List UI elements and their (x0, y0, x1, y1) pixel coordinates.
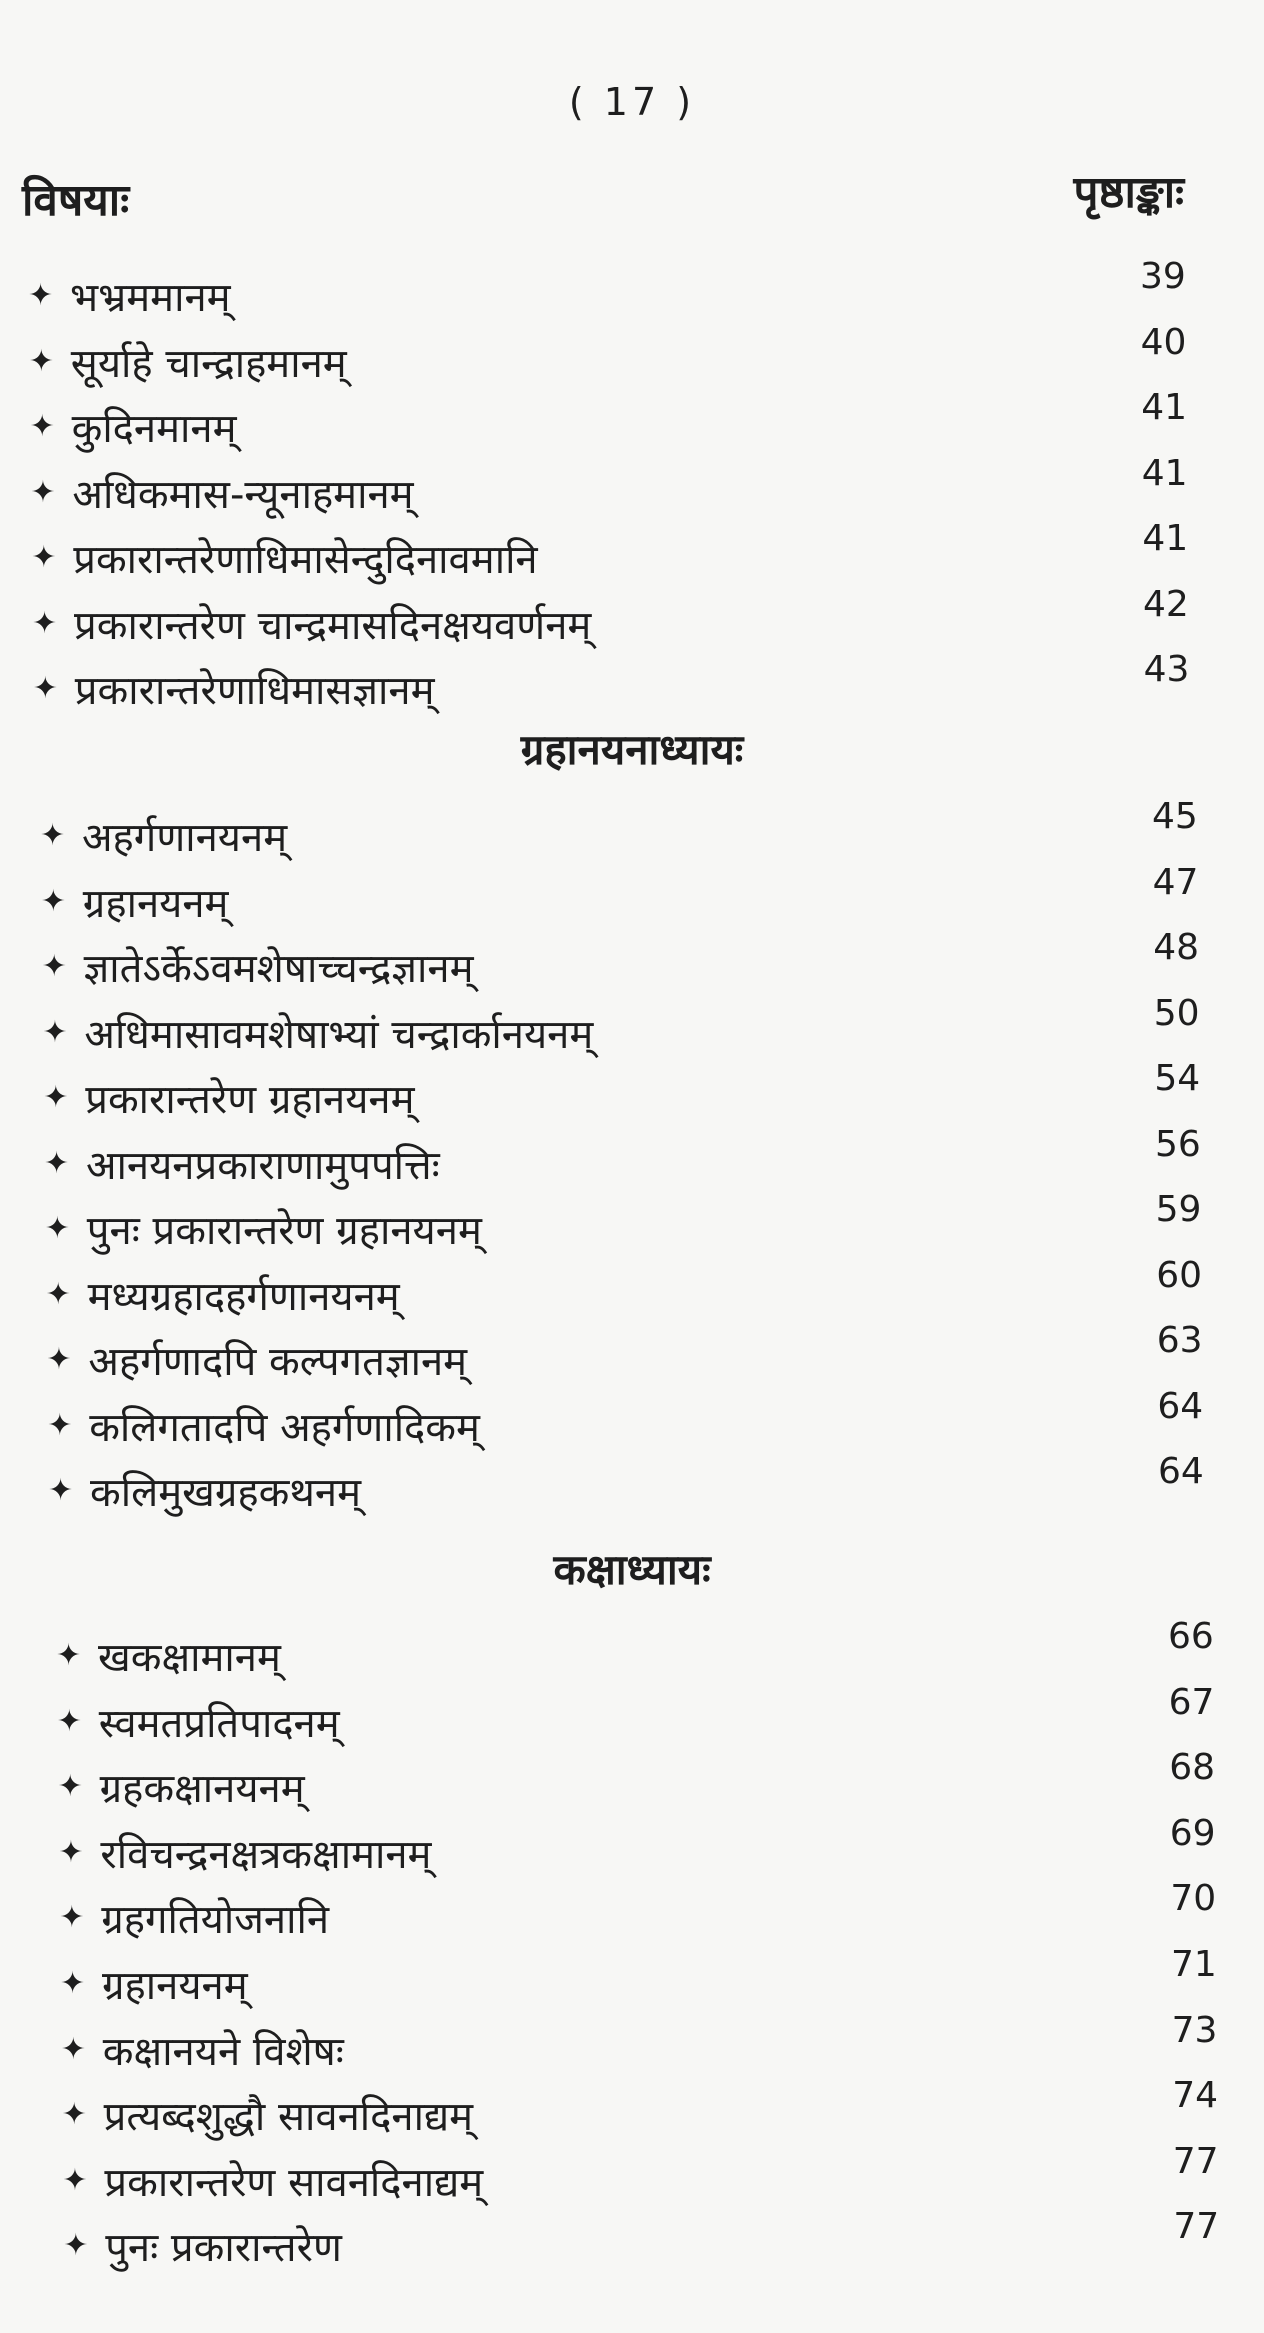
toc-entry (28, 321, 1264, 394)
entry-title: रविचन्द्रनक्षत्रकक्षामानम् (100, 1831, 432, 1878)
toc-entry (45, 1254, 1264, 1327)
toc-entry (32, 583, 1264, 656)
entry-title: प्रकारान्तरेण ग्रहानयनम् (85, 1077, 415, 1123)
toc-entry (32, 649, 1264, 721)
entry-title: मध्यग्रहादहर्गणानयनम् (87, 1273, 400, 1320)
star-bullet-icon: ✦ (59, 1900, 85, 1936)
star-bullet-icon: ✦ (44, 1145, 70, 1181)
entry-title: ग्रहगतियोजनानि (101, 1897, 330, 1944)
entry-title: आनयनप्रकाराणामुपपत्तिः (86, 1142, 440, 1189)
star-bullet-icon: ✦ (61, 2097, 87, 2133)
entry-title: प्रकारान्तरेणाधिमासज्ञानम् (74, 668, 435, 714)
entry-title: अधिमासावमशेषाभ्यां चन्द्रार्कानयनम् (84, 1011, 594, 1058)
section-heading: कक्षाध्यायः (553, 1545, 711, 1594)
star-bullet-icon: ✦ (40, 818, 66, 853)
entry-page-number: 39 (1140, 256, 1186, 297)
entry-page-number: 64 (1157, 1385, 1204, 1427)
toc-entry (44, 1123, 1264, 1196)
toc-entry (56, 1616, 1264, 1688)
star-bullet-icon: ✦ (60, 1966, 86, 2001)
entry-page-number: 66 (1168, 1616, 1214, 1657)
entry-page-number: 43 (1143, 649, 1190, 690)
entry-title: अधिकमास-न्यूनाहमानम् (72, 471, 414, 518)
star-bullet-icon: ✦ (48, 1473, 74, 1508)
star-bullet-icon: ✦ (44, 1211, 70, 1246)
toc-entry (29, 387, 1264, 459)
entry-title: प्रकारान्तरेणाधिमासेन्दुदिनावमानि (73, 537, 538, 583)
page-number: ( 17 ) (568, 80, 696, 124)
entry-page-number: 68 (1169, 1747, 1215, 1789)
toc-entry (60, 1944, 1264, 2016)
toc-entry (63, 2206, 1264, 2278)
entry-page-number: 50 (1153, 992, 1200, 1034)
subject-column-header: विषयाः (22, 175, 130, 226)
entry-title: ग्रहकक्षानयनम् (99, 1766, 305, 1813)
star-bullet-icon: ✦ (30, 474, 56, 510)
star-bullet-icon: ✦ (62, 2162, 88, 2198)
star-bullet-icon: ✦ (32, 605, 58, 641)
entry-page-number: 48 (1153, 927, 1199, 968)
entry-title: अहर्गणानयनम् (82, 815, 288, 861)
toc-entry (47, 1385, 1264, 1458)
toc-entry (62, 2140, 1264, 2213)
star-bullet-icon: ✦ (43, 1080, 69, 1115)
entry-title: खकक्षामानम् (98, 1635, 281, 1681)
toc-entry (31, 518, 1264, 590)
toc-entry (61, 2075, 1264, 2147)
star-bullet-icon: ✦ (58, 1834, 84, 1870)
entry-page-number: 71 (1171, 1944, 1217, 1985)
star-bullet-icon: ✦ (28, 343, 54, 379)
entry-page-number: 42 (1143, 583, 1189, 625)
entry-page-number: 45 (1152, 796, 1198, 837)
entry-title: ज्ञातेऽर्केऽवमशेषाच्चन्द्रज्ञानम् (83, 946, 474, 992)
entry-title: कक्षानयने विशेषः (102, 2028, 344, 2075)
toc-entry (40, 861, 1264, 934)
star-bullet-icon: ✦ (42, 1014, 68, 1050)
entry-title: प्रत्यब्दशुद्धौ सावनदिनाद्यम् (103, 2094, 474, 2141)
star-bullet-icon: ✦ (28, 278, 54, 313)
star-bullet-icon: ✦ (56, 1703, 82, 1739)
entry-page-number: 64 (1158, 1451, 1204, 1492)
entry-title: स्वमतप्रतिपादनम् (98, 1700, 340, 1747)
star-bullet-icon: ✦ (60, 2031, 86, 2067)
toc-entry (41, 927, 1264, 999)
entry-page-number: 74 (1172, 2075, 1218, 2117)
entry-page-number: 41 (1141, 387, 1187, 428)
toc-entry (56, 1681, 1264, 1754)
toc-entry (57, 1747, 1264, 1819)
section-heading: ग्रहानयनाध्यायः (520, 725, 744, 774)
entry-page-number: 41 (1142, 518, 1189, 559)
toc-entry (43, 1058, 1264, 1130)
entry-title: ग्रहानयनम् (102, 1963, 248, 2009)
entry-title: ग्रहानयनम् (82, 880, 229, 927)
entry-page-number: 69 (1169, 1812, 1216, 1854)
star-bullet-icon: ✦ (56, 1638, 82, 1673)
entry-title: कलिमुखग्रहकथनम् (90, 1470, 362, 1516)
entry-page-number: 60 (1156, 1254, 1202, 1296)
entry-page-number: 40 (1140, 321, 1187, 363)
entry-title: पुनः प्रकारान्तरेण (105, 2225, 342, 2272)
star-bullet-icon: ✦ (45, 1276, 71, 1312)
page-column-header: पृष्ठाङ्काः (1073, 167, 1184, 218)
star-bullet-icon: ✦ (46, 1342, 72, 1377)
entry-page-number: 73 (1171, 2009, 1218, 2051)
toc-entry (44, 1189, 1264, 1261)
star-bullet-icon: ✦ (47, 1407, 73, 1443)
toc-entry (58, 1812, 1264, 1885)
entry-title: कुदिनमानम् (71, 406, 237, 452)
star-bullet-icon: ✦ (63, 2228, 89, 2264)
toc-entry (40, 796, 1264, 868)
star-bullet-icon: ✦ (32, 671, 58, 706)
star-bullet-icon: ✦ (31, 540, 57, 575)
entry-page-number: 56 (1155, 1123, 1201, 1165)
toc-entry (60, 2009, 1264, 2082)
entry-page-number: 77 (1172, 2140, 1219, 2182)
entry-page-number: 70 (1170, 1878, 1217, 1920)
toc-entry (59, 1878, 1264, 1950)
entry-title: सूर्याहे चान्द्राहमानम् (70, 340, 347, 387)
toc-entry (48, 1451, 1264, 1523)
entry-title: प्रकारान्तरेण चान्द्रमासदिनक्षयवर्णनम् (74, 602, 592, 649)
star-bullet-icon: ✦ (41, 949, 67, 984)
entry-page-number: 54 (1154, 1058, 1201, 1099)
entry-page-number: 63 (1156, 1320, 1203, 1361)
entry-page-number: 67 (1168, 1681, 1215, 1723)
star-bullet-icon: ✦ (40, 883, 66, 919)
entry-page-number: 47 (1152, 861, 1199, 903)
entry-page-number: 41 (1141, 452, 1188, 494)
entry-page-number: 77 (1173, 2206, 1220, 2248)
toc-entry (28, 256, 1264, 328)
entry-title: प्रकारान्तरेण सावनदिनाद्यम् (104, 2159, 484, 2206)
star-bullet-icon: ✦ (57, 1769, 83, 1805)
entry-title: कलिगतादपि अहर्गणादिकम् (89, 1404, 480, 1451)
entry-title: भभ्रममानम् (70, 275, 231, 321)
entry-page-number: 59 (1155, 1189, 1202, 1230)
entry-title: अहर्गणादपि कल्पगतज्ञानम् (88, 1339, 468, 1385)
star-bullet-icon: ✦ (29, 409, 55, 444)
toc-entry (42, 992, 1264, 1065)
entry-title: पुनः प्रकारान्तरेण ग्रहानयनम् (86, 1208, 482, 1254)
toc-entry (30, 452, 1264, 525)
toc-entry (46, 1320, 1264, 1392)
